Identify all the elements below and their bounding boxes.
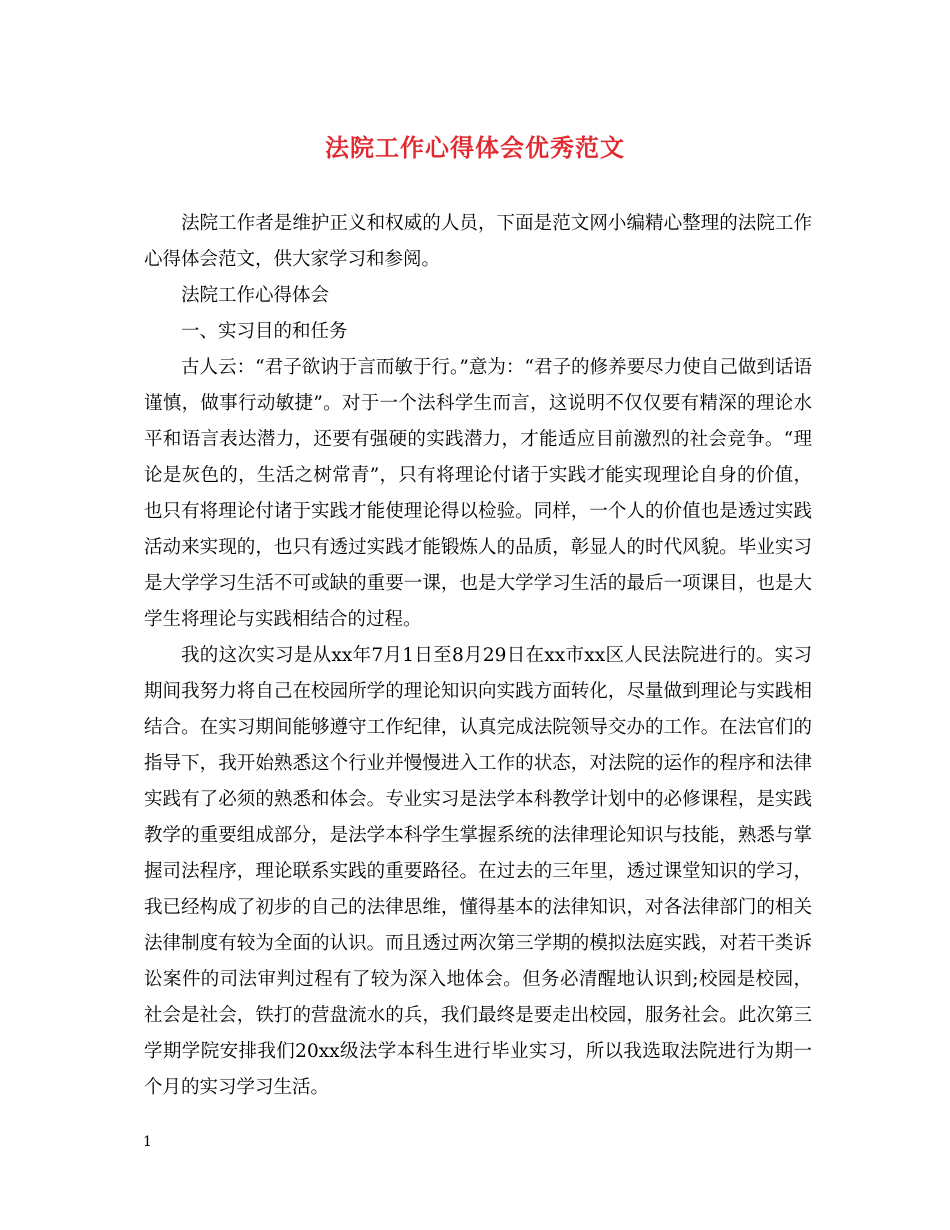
- paragraph-ancient-saying: 古人云：“君子欲讷于言而敏于行。”意为：“君子的修养要尽力使自己做到话语谨慎，做事行动敏捷”。对于一个法科学生而言，这说明不仅仅要有精深的理论水平和语言表达潜力，还要有强硬的实践潜力，才能适应目前激烈的社会竞争。“理论是灰色的，生活之树常青”，只有将理论付诸于实践才能实现理论自身的价值，也只有将理论付诸于实践才能使理论得以检验。同样，一个人的价值也是透过实践活动来实现的，也只有透过实践才能锻炼人的品质，彰显人的时代风貌。毕业实习是大学学习生活不可或缺的重要一课，也是大学学习生活的最后一项课目，也是大学生将理论与实践相结合的过程。: [144, 357, 812, 630]
- paragraph-heading: 法院工作心得体会: [181, 285, 330, 306]
- paragraph-intro: 法院工作者是维护正义和权威的人员，下面是范文网小编精心整理的法院工作心得体会范文，供大家学习和参阅。: [144, 213, 812, 270]
- document-title: 法院工作心得体会优秀范文: [325, 133, 625, 162]
- section-heading: 一、实习目的和任务: [181, 321, 348, 342]
- paragraph-internship: 我的这次实习是从xx年7月1日至8月29日在xx市xx区人民法院进行的。实习期间我努力将自己在校园所学的理论知识向实践方面转化，尽量做到理论与实践相结合。在实习期间能够遵守工作纪律，认真完成法院领导交办的工作。在法官们的指导下，我开始熟悉这个行业并慢慢进入工作的状态，对法院的运作的程序和法律实践有了必须的熟悉和体会。专业实习是法学本科教学计划中的必修课程，是实践教学的重要组成部分，是法学本科学生掌握系统的法律理论知识与技能，熟悉与掌握司法程序，理论联系实践的重要路径。在过去的三年里，透过课堂知识的学习，我已经构成了初步的自己的法律思维，懂得基本的法律知识，对各法律部门的相关法律制度有较为全面的认识。而且透过两次第三学期的模拟法庭实践，对若干类诉讼案件的司法审判过程有了较为深入地体会。但务必清醒地认识到;校园是校园，社会是社会，铁打的营盘流水的兵，我们最终是要走出校园，服务社会。此次第三学期学院安排我们20xx级法学本科生进行毕业实习，所以我选取法院进行为期一个月的实习学习生活。: [144, 645, 812, 1098]
- document-body: [144, 206, 812, 1106]
- page-number: 1: [143, 1134, 152, 1150]
